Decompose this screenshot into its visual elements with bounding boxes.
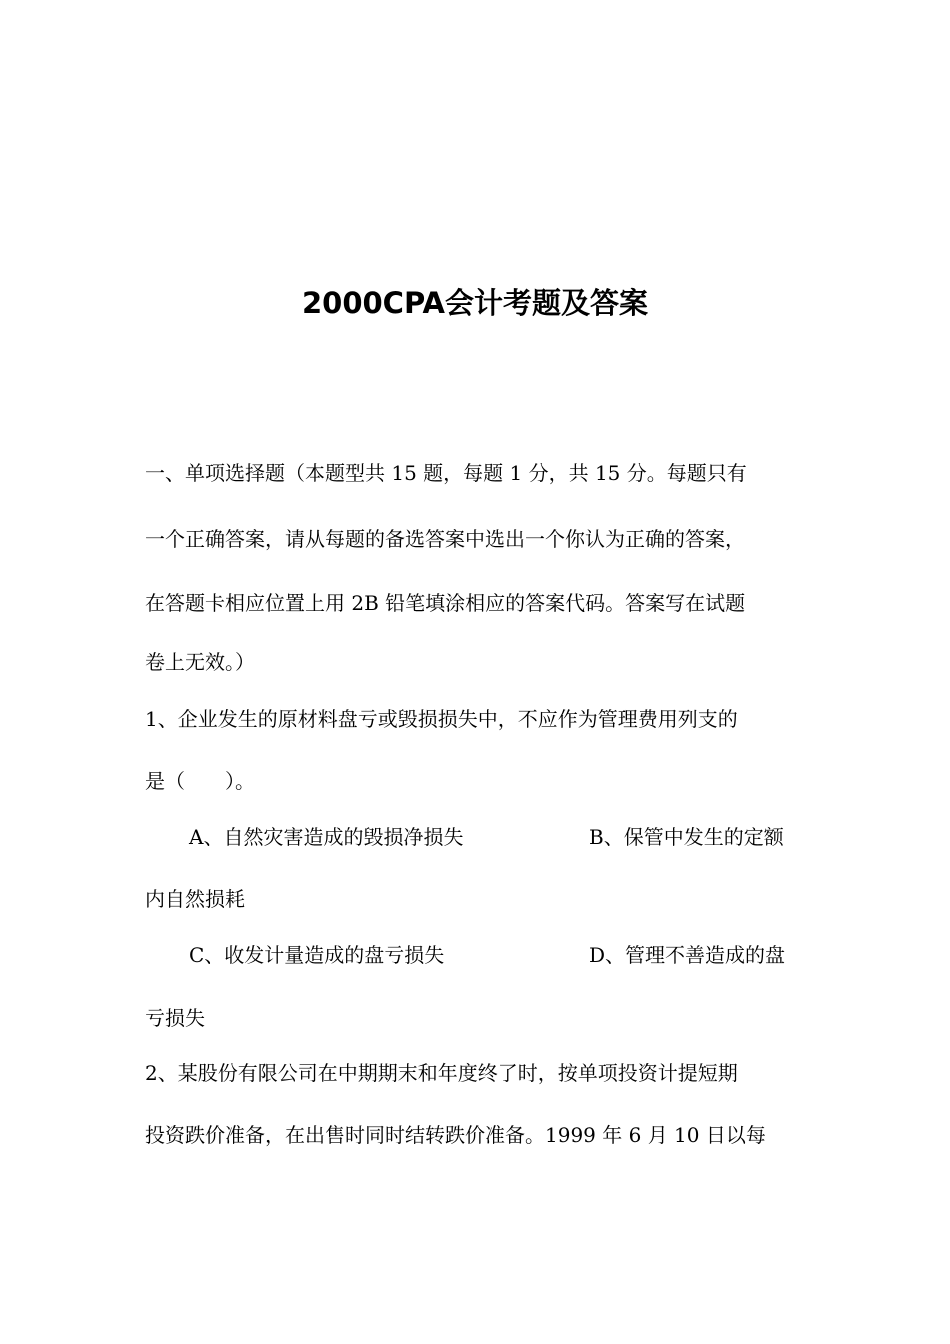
question-1-option-c: C、收发计量造成的盘亏损失 [189, 943, 445, 967]
question-1-line-1: 1、企业发生的原材料盘亏或毁损损失中，不应作为管理费用列支的 [145, 707, 738, 731]
question-1-option-d-continued: 亏损失 [145, 1006, 205, 1030]
question-1-line-2: 是（ ）。 [145, 769, 255, 793]
question-1-option-b-continued: 内自然损耗 [145, 887, 245, 911]
section-header-line-2: 一个正确答案，请从每题的备选答案中选出一个你认为正确的答案， [145, 527, 745, 551]
question-2-line-1: 2、某股份有限公司在中期期末和年度终了时，按单项投资计提短期 [145, 1061, 738, 1085]
question-2-line-2: 投资跌价准备，在出售时同时结转跌价准备。1999 年 6 月 10 日以每 [145, 1123, 766, 1147]
section-header-line-4: 卷上无效。） [145, 650, 255, 674]
question-1-option-a: A、自然灾害造成的毁损净损失 [189, 825, 464, 849]
question-1-option-d: D、管理不善造成的盘 [589, 943, 786, 967]
section-header-line-3: 在答题卡相应位置上用 2B 铅笔填涂相应的答案代码。答案写在试题 [145, 591, 746, 615]
question-1-option-b: B、保管中发生的定额 [589, 825, 784, 849]
document-title: 2000CPA会计考题及答案 [301, 286, 649, 320]
section-header-line-1: 一、单项选择题（本题型共 15 题，每题 1 分，共 15 分。每题只有 [145, 461, 747, 485]
